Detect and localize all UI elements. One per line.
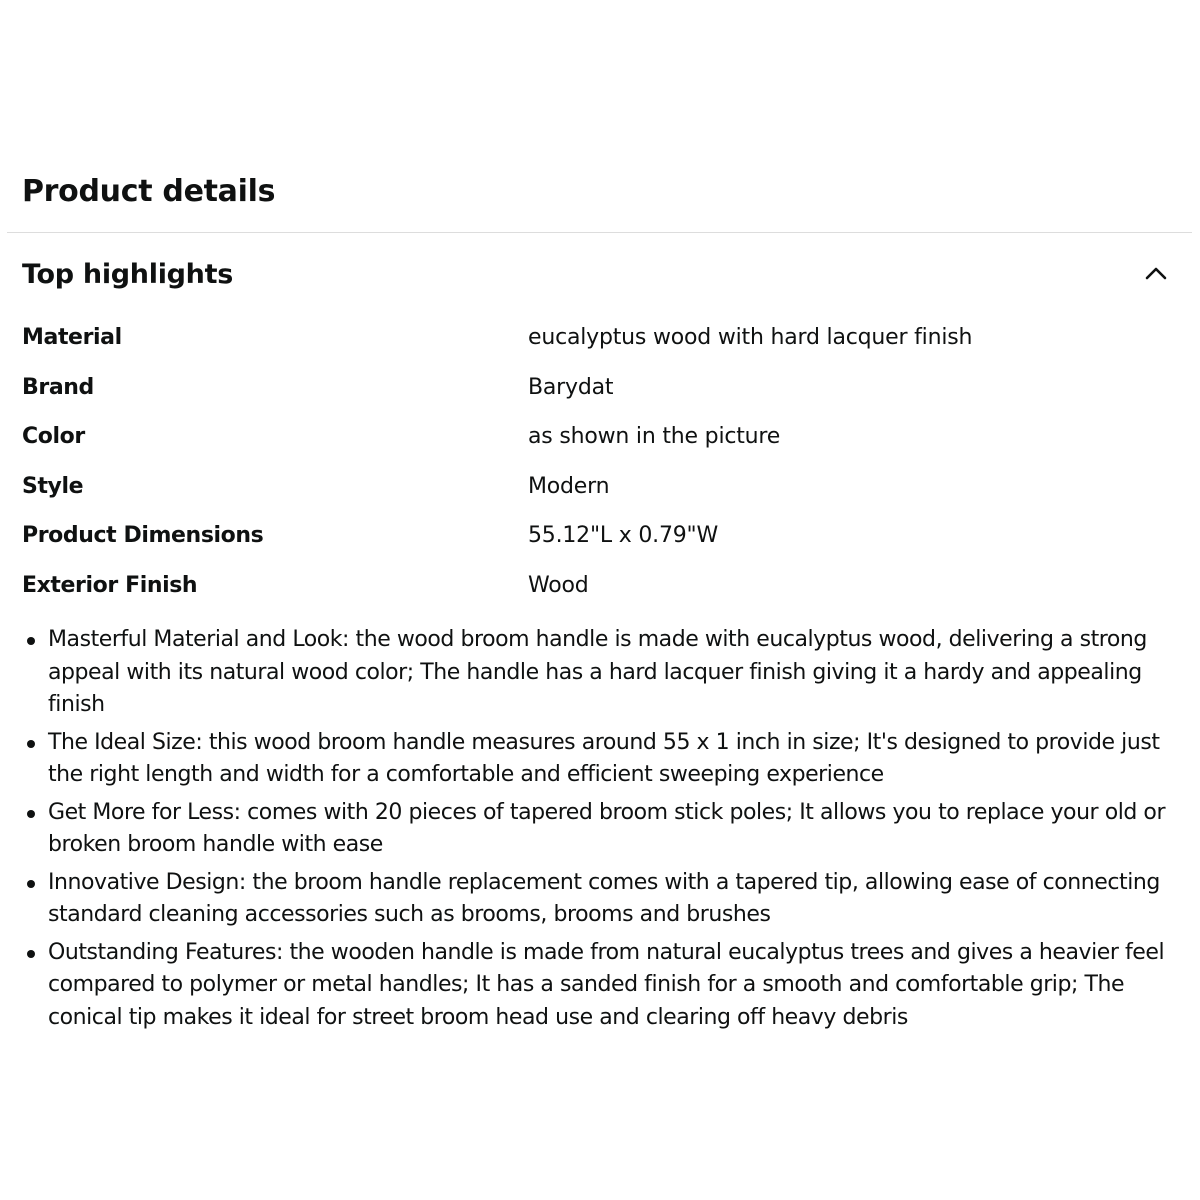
bullet-text: The Ideal Size: this wood broom handle measures around 55 x 1 inch in size; It's designed to provide just the right length and width for a comfortable and efficient sweeping experience (48, 729, 1160, 787)
chevron-up-icon[interactable] (1144, 263, 1168, 283)
bullet-text: Masterful Material and Look: the wood broom handle is made with eucalyptus wood, delivering a strong appeal with its natural wood color; The handle has a hard lacquer finish giving it a hardy and appealing finish (48, 627, 1147, 717)
list-item (22, 937, 1182, 1035)
bullet-icon (27, 810, 35, 818)
spec-value: Barydat (528, 374, 614, 400)
spec-label: Material (22, 325, 122, 350)
spec-row-material (22, 314, 1172, 364)
spec-row-product-dimensions (22, 512, 1172, 562)
spec-label: Product Dimensions (22, 523, 264, 548)
spec-value: eucalyptus wood with hard lacquer finish (528, 325, 973, 350)
bullet-icon (27, 880, 35, 888)
list-item (22, 797, 1182, 862)
divider (7, 232, 1192, 233)
spec-label: Brand (22, 374, 94, 400)
list-item (22, 727, 1182, 792)
spec-value: Modern (528, 473, 610, 499)
bullet-icon (27, 637, 35, 645)
specs-table (22, 314, 1172, 611)
list-item (22, 624, 1182, 722)
spec-value: Wood (528, 572, 589, 598)
spec-value: as shown in the picture (528, 424, 781, 449)
page-title: Product details (22, 174, 276, 209)
top-highlights-toggle[interactable] (22, 252, 1172, 298)
feature-bullets (22, 624, 1182, 1039)
spec-label: Style (22, 473, 84, 499)
spec-row-exterior-finish (22, 562, 1172, 612)
spec-row-brand (22, 364, 1172, 414)
spec-row-style (22, 463, 1172, 513)
section-title: Top highlights (22, 259, 233, 290)
bullet-icon (27, 740, 35, 748)
bullet-icon (27, 950, 35, 958)
spec-label: Color (22, 424, 85, 449)
bullet-text: Get More for Less: comes with 20 pieces of tapered broom stick poles; It allows you to replace your old or broken broom handle with ease (48, 799, 1166, 857)
bullet-text: Innovative Design: the broom handle replacement comes with a tapered tip, allowing ease of connecting standard cleaning accessories such as brooms, brooms and brushes (48, 869, 1160, 927)
list-item (22, 867, 1182, 932)
spec-value: 55.12"L x 0.79"W (528, 523, 719, 548)
spec-label: Exterior Finish (22, 572, 198, 598)
spec-row-color (22, 413, 1172, 463)
bullet-text: Outstanding Features: the wooden handle is made from natural eucalyptus trees and gives a heavier feel compared to polymer or metal handles; It has a sanded finish for a smooth and comfortable grip; The conical tip makes it ideal for street broom head use and clearing off heavy debris (48, 939, 1165, 1030)
